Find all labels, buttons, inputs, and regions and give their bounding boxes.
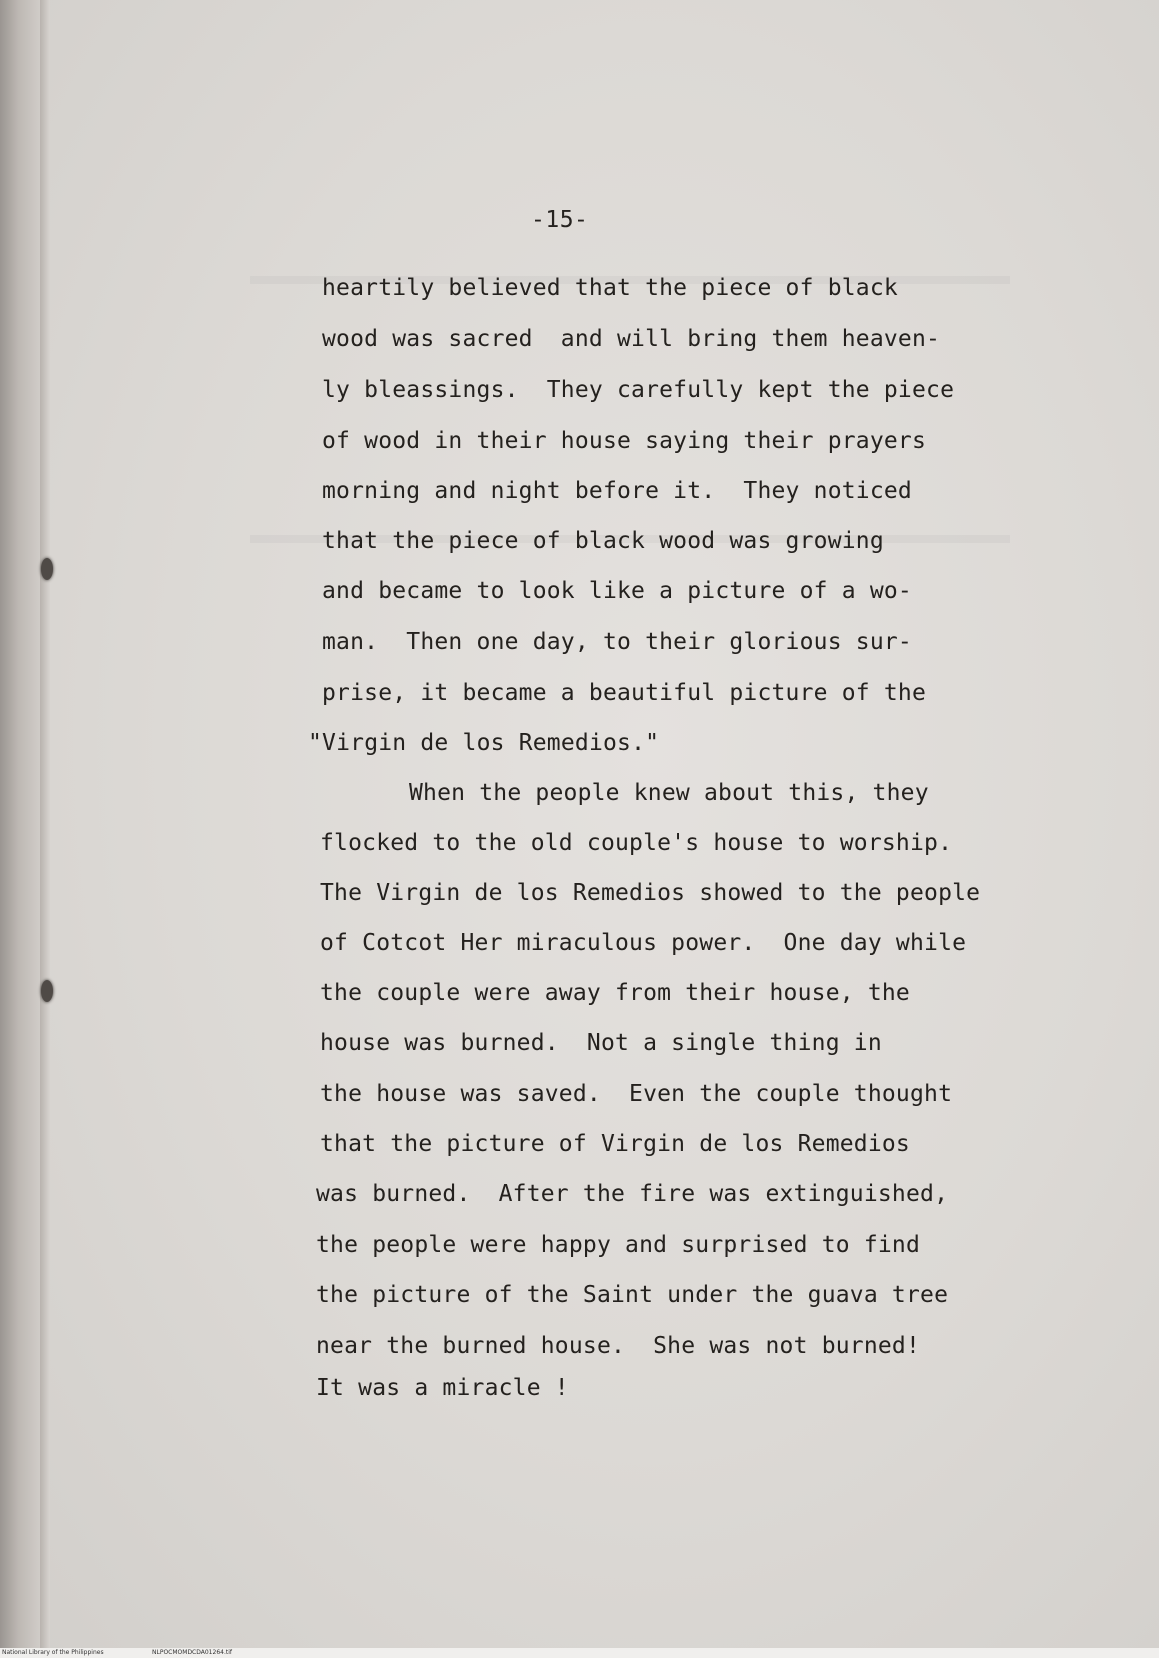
page-number: -15- [531,207,589,233]
scan-footer [0,1648,1159,1658]
text-line: the house was saved. Even the couple thought [320,1081,953,1107]
text-line: When the people knew about this, they [409,780,929,806]
text-line: that the picture of Virgin de los Remedios [320,1131,910,1157]
text-line: morning and night before it. They noticed [322,478,912,504]
library-credit: National Library of the Philippines [2,1649,104,1656]
text-line: the people were happy and surprised to find [316,1232,921,1258]
file-name: NLPOCMOMDCDA01264.tif [152,1649,232,1656]
text-line: was burned. After the fire was extinguished, [316,1181,949,1207]
text-line: the couple were away from their house, the [320,980,910,1006]
text-line: that the piece of black wood was growing [322,528,884,554]
text-line: It was a miracle ! [316,1375,569,1401]
text-line: near the burned house. She was not burned! [316,1333,921,1359]
text-line: and became to look like a picture of a wo- [322,578,912,604]
text-line: of Cotcot Her miraculous power. One day while [320,930,967,956]
text-line: prise, it became a beautiful picture of the [322,680,927,706]
text-line: heartily believed that the piece of black [322,275,898,301]
text-line: wood was sacred and will bring them heaven- [322,326,941,352]
text-line: house was burned. Not a single thing in [320,1030,882,1056]
text-line: the picture of the Saint under the guava tree [316,1282,949,1308]
text-line: "Virgin de los Remedios." [308,730,660,756]
text-line: The Virgin de los Remedios showed to the people [320,880,981,906]
text-line: man. Then one day, to their glorious sur- [322,629,912,655]
text-line: flocked to the old couple's house to worship. [320,830,953,856]
text-line: of wood in their house saying their prayers [322,428,927,454]
text-line: ly bleassings. They carefully kept the piece [322,377,955,403]
